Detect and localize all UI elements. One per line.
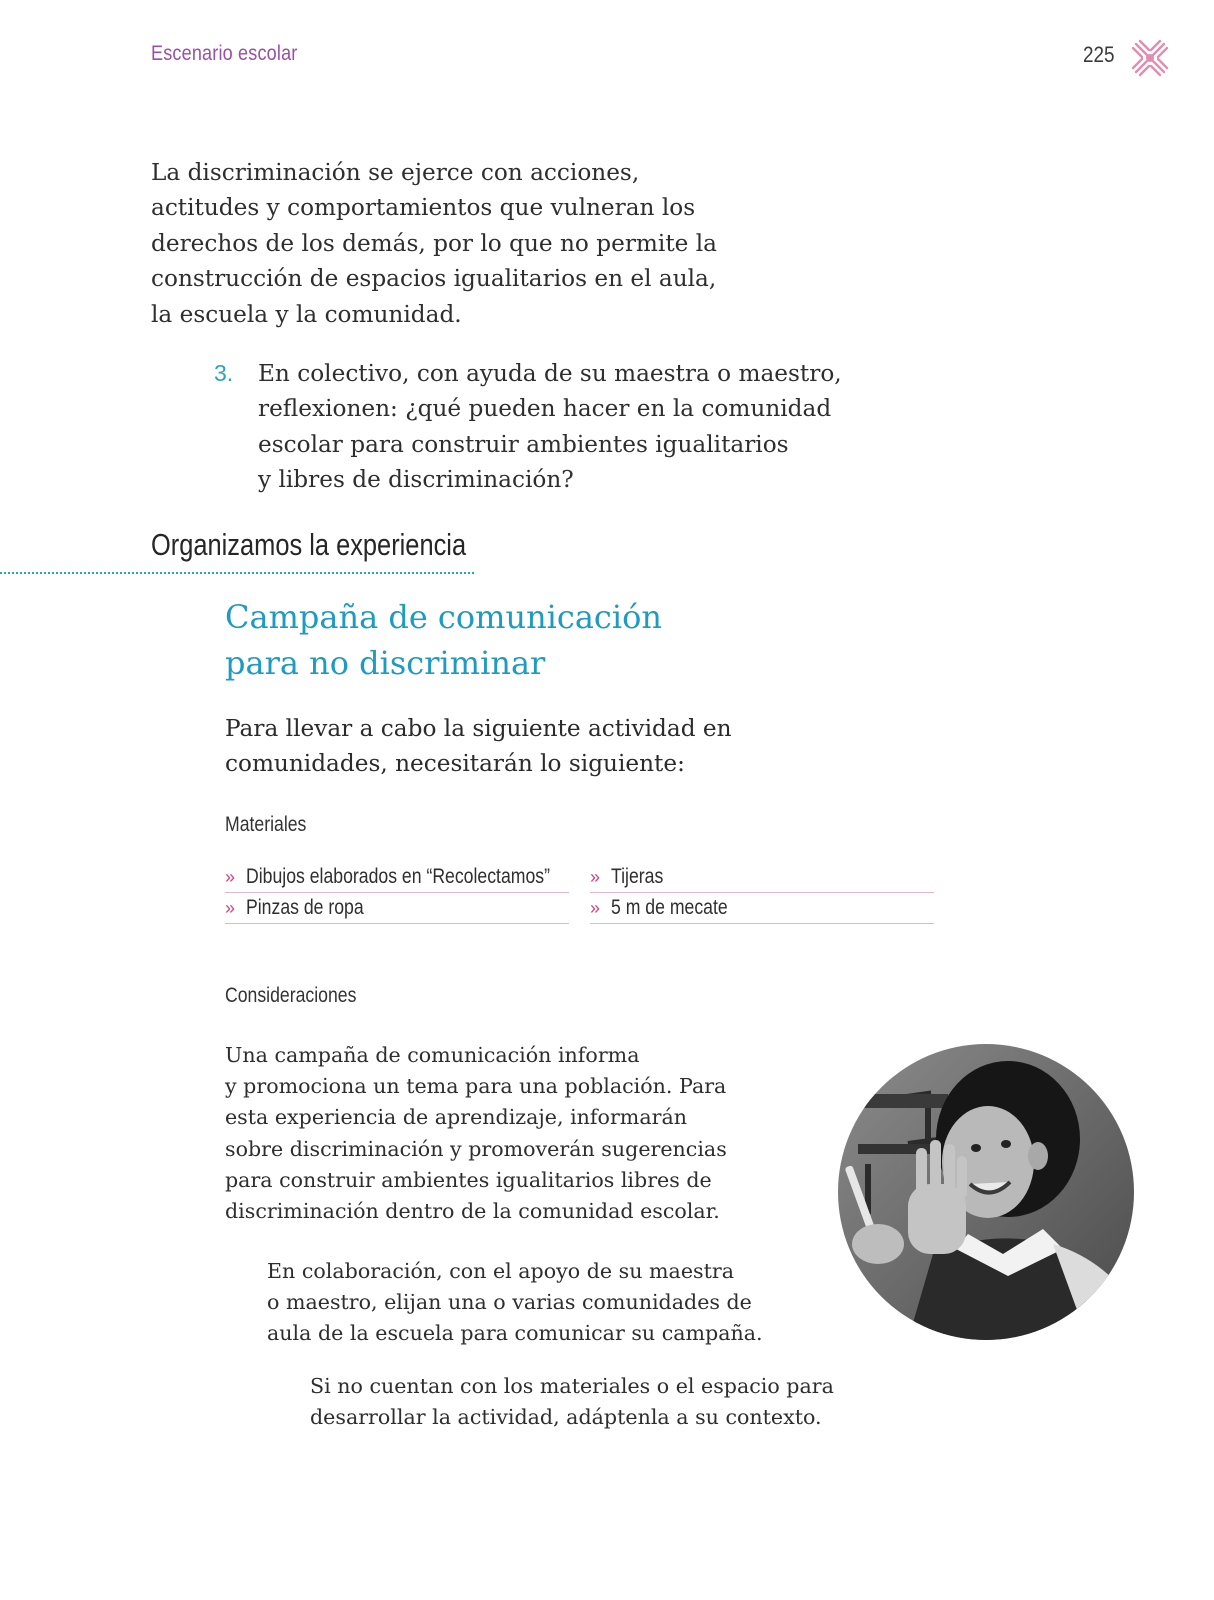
- text-line: sobre discriminación y promoverán sugerencias: [225, 1136, 727, 1161]
- question-text: [258, 356, 898, 498]
- text-line: En colectivo, con ayuda de su maestra o maestro,: [258, 360, 842, 387]
- text-line: para construir ambientes igualitarios libres de: [225, 1167, 712, 1192]
- woven-x-logo-icon: [1130, 38, 1170, 78]
- text-line: En colaboración, con el apoyo de su maestra: [267, 1259, 734, 1283]
- text-line: desarrollar la actividad, adáptenla a su contexto.: [310, 1405, 822, 1430]
- text-line: comunidades, necesitarán lo siguiente:: [225, 750, 685, 777]
- text-line: escolar para construir ambientes igualitarios: [258, 430, 789, 458]
- text-line: construcción de espacios igualitarios en el aula,: [151, 265, 717, 293]
- text-line: la escuela y la comunidad.: [151, 300, 462, 328]
- text-line: La discriminación se ejerce con acciones,: [151, 159, 640, 186]
- double-chevron-right-icon: »: [225, 867, 236, 887]
- double-chevron-right-icon: »: [225, 898, 236, 918]
- text-line: Si no cuentan con los materiales o el espacio para: [310, 1374, 834, 1398]
- text-line: esta experiencia de aprendizaje, informarán: [225, 1105, 687, 1130]
- text-line: derechos de los demás, por lo que no permite la: [151, 229, 717, 257]
- materials-item: » Pinzas de ropa: [225, 893, 569, 924]
- student-photo: [838, 1044, 1134, 1340]
- section-dotted-rule: [0, 572, 474, 574]
- text-line: aula de la escuela para comunicar su campaña.: [267, 1321, 763, 1346]
- double-chevron-right-icon: »: [590, 898, 601, 918]
- title-line: Campaña de comunicación: [225, 598, 662, 636]
- text-line: actitudes y comportamientos que vulneran los: [151, 194, 696, 222]
- text-line: reflexionen: ¿qué pueden hacer en la comunidad: [258, 395, 832, 423]
- section-heading: Organizamos la experiencia: [151, 527, 467, 562]
- text-line: o maestro, elijan una o varias comunidades de: [267, 1290, 752, 1315]
- collaboration-paragraph: [267, 1256, 827, 1350]
- text-line: Una campaña de comunicación informa: [225, 1043, 640, 1067]
- activity-title: [225, 594, 825, 686]
- running-header: Escenario escolar: [151, 42, 298, 65]
- text-line: discriminación dentro de la comunidad escolar.: [225, 1199, 720, 1224]
- materials-item: » 5 m de mecate: [590, 893, 934, 924]
- title-line: para no discriminar: [225, 644, 546, 682]
- question-number: 3.: [214, 360, 234, 386]
- text-line: Para llevar a cabo la siguiente actividad en: [225, 715, 732, 742]
- materials-item: » Tijeras: [590, 862, 934, 893]
- materials-item: » Dibujos elaborados en “Recolectamos”: [225, 862, 569, 893]
- text-line: y libres de discriminación?: [258, 466, 574, 494]
- text-line: y promociona un tema para una población. Para: [225, 1074, 727, 1099]
- adapt-paragraph: [310, 1371, 890, 1433]
- materials-label: Materiales: [225, 813, 307, 836]
- page-number: 225: [1083, 42, 1115, 67]
- intro-paragraph: [151, 155, 771, 332]
- needs-paragraph: [225, 711, 825, 781]
- campaign-paragraph: [225, 1040, 785, 1227]
- considerations-label: Consideraciones: [225, 984, 357, 1007]
- double-chevron-right-icon: »: [590, 867, 601, 887]
